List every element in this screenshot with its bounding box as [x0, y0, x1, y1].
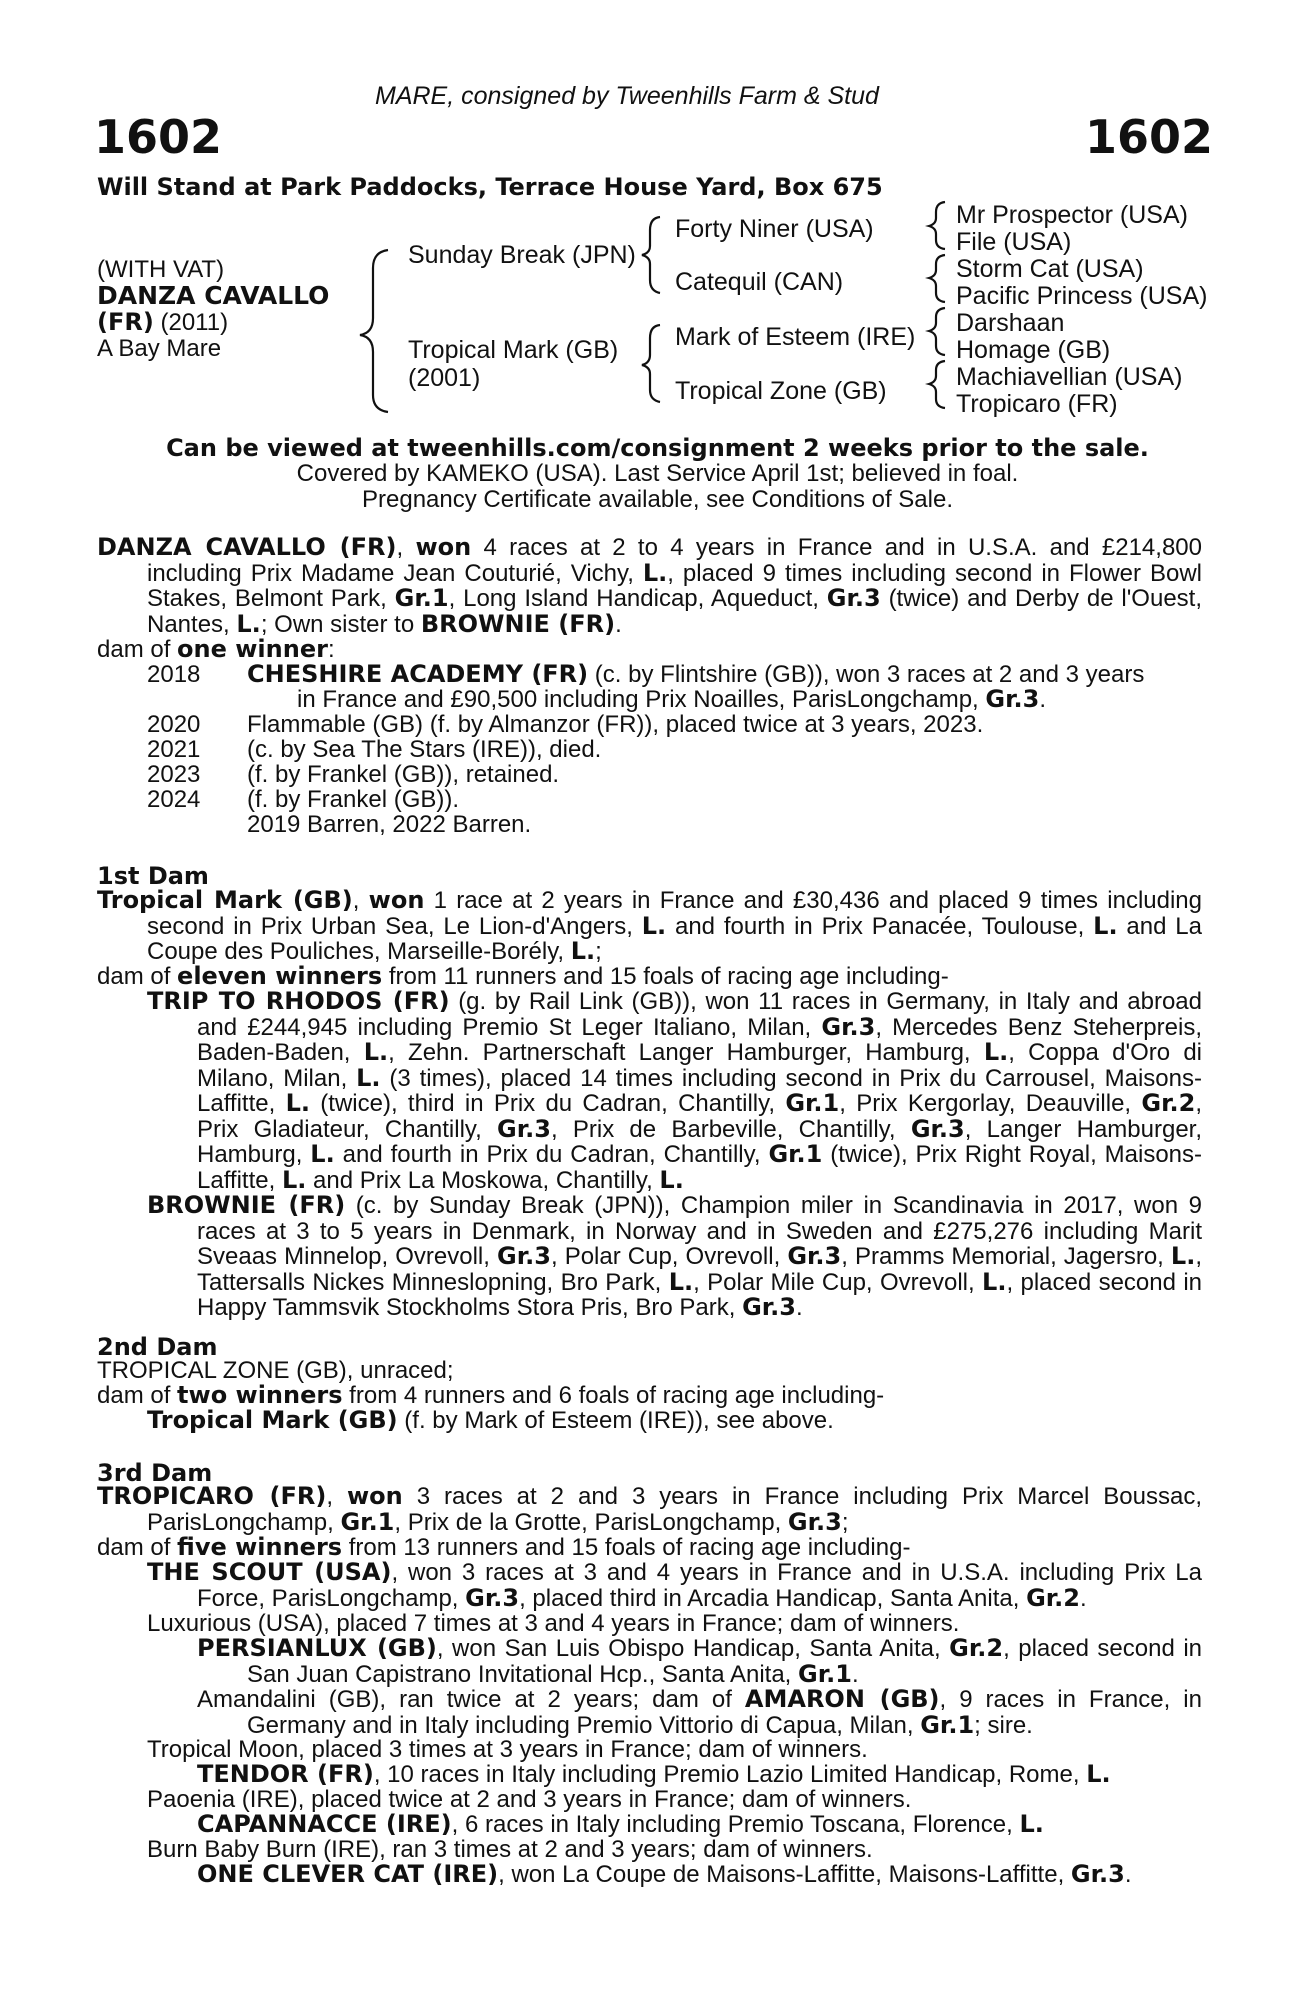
- won-label: won: [415, 533, 472, 561]
- progeny-text: , 6 races in Italy including Premio Toscana, Florence, L.: [451, 1810, 1044, 1838]
- produce-row: [147, 787, 459, 813]
- produce-year: 2021: [147, 736, 201, 763]
- dam-of-label: dam of: [97, 1534, 178, 1561]
- third-dam-heading: 3rd Dam: [97, 1459, 213, 1487]
- pedigree-dss: Darshaan: [956, 309, 1065, 337]
- grade-mark: L.: [983, 1038, 1009, 1066]
- one-clever-cat-record: [197, 1862, 1132, 1888]
- third-dam-dam-of: [97, 1535, 910, 1561]
- grade-mark: Gr.1: [920, 1710, 975, 1739]
- progeny-text: , won San Luis Obispo Handicap, Santa Anita, Gr.2, placed second in San Juan Capistrano Invitational Hcp., Santa Anita, Gr.1.: [247, 1634, 1202, 1688]
- grade-mark: Gr.3: [821, 1012, 876, 1041]
- record-text-1: 1 race at 2 years in France and £30,436 and placed 9 times including second in Prix Urban Sea, Le Lion-d'Angers,: [147, 887, 1203, 940]
- burn-baby-burn-record: Burn Baby Burn (IRE), ran 3 times at 2 and 3 years; dam of winners.: [147, 1836, 873, 1863]
- grade-mark: L.: [363, 1038, 389, 1066]
- second-dam-record: TROPICAL ZONE (GB), unraced;: [97, 1357, 454, 1384]
- progeny-text: , won 3 races at 3 and 4 years in France and in U.S.A. including Prix La Force, ParisLongchamp, Gr.3, placed third in Arcadia Handicap, Santa Anita, Gr.2.: [197, 1559, 1202, 1612]
- progeny-name: BROWNIE (FR): [147, 1191, 346, 1219]
- grade-mark: L.: [1019, 1810, 1044, 1838]
- grade-mark: L.: [982, 1267, 1007, 1296]
- grade-mark: Gr.1: [768, 1140, 823, 1168]
- dam-of-label: dam of: [97, 963, 178, 990]
- mare-racing-record: DANZA CAVALLO (FR), won 4 races at 2 to 4 years in France and in U.S.A. and £214,800 including Prix Madame Jean Couturié, Vichy, L., placed 9 times including second in Flower Bowl Stakes, Belmont Park, Gr.1, Long Island Handicap, Aqueduct, Gr.3 (twice) and Derby de l'Ouest, Nantes, L.; Own sister to BROWNIE (FR).: [97, 533, 1203, 638]
- grade-mark: L.: [310, 1140, 335, 1168]
- grade-mark: L.: [285, 1089, 310, 1117]
- won-label: won: [346, 1482, 403, 1510]
- tendor-record: [197, 1762, 1111, 1788]
- grade-mark: Gr.2: [1026, 1583, 1080, 1612]
- second-dam-progeny: [147, 1408, 834, 1434]
- record-text-6: .: [615, 610, 622, 638]
- dam-of-label: dam of: [97, 1382, 178, 1409]
- brownie-record: [147, 1193, 1202, 1321]
- grade-mark: L.: [668, 1267, 694, 1296]
- pedigree-sire-dam: Catequil (CAN): [675, 268, 844, 296]
- grade-mark: Gr.3: [787, 1242, 842, 1270]
- progeny-name: TRIP TO RHODOS (FR): [147, 987, 450, 1015]
- grade-mark: L.: [1170, 1242, 1196, 1270]
- lot-number-left: 1602: [94, 110, 223, 164]
- second-dam-heading: 2nd Dam: [97, 1333, 218, 1361]
- produce-year: 2018: [147, 661, 201, 688]
- winners-count: one winner: [177, 635, 328, 663]
- first-dam-dam-of: [97, 964, 949, 990]
- produce-text: (f. by Frankel (GB)), retained.: [247, 761, 560, 788]
- winners-count: five winners: [177, 1533, 343, 1561]
- record-text-3: and La Coupe des Pouliches, Marseille-Borély,: [147, 912, 1202, 965]
- progeny-text: (c. by Sunday Break (JPN)), Champion miler in Scandinavia in 2017, won 9 races at 3 to 5 years in Denmark, in Norway and in Sweden and £275,276 including Marit Sveaas Minnelop, Ovrevoll, Gr.3, Polar Cup, Ovrevoll, Gr.3, Pramms Memorial, Jagersro, L., Tattersalls Nickes Minneslopning, Bro Park, L., Polar Mile Cup, Ovrevoll, L., placed second in Happy Tammsvik Stockholms Stora Pris, Bro Park, Gr.3.: [197, 1192, 1203, 1321]
- progeny-text: Amandalini (GB), ran twice at 2 years; dam of: [197, 1686, 745, 1713]
- third-dam-record: TROPICARO (FR), won 3 races at 2 and 3 years in France including Prix Marcel Boussac, ParisLongchamp, Gr.1, Prix de la Grotte, ParisLongchamp, Gr.3;: [97, 1482, 1202, 1536]
- won-label: won: [368, 886, 425, 914]
- persianlux-record: [197, 1636, 1202, 1687]
- dam-of-label: dam of: [97, 636, 178, 663]
- grade-mark: Gr.3: [465, 1583, 520, 1612]
- pedigree-sdd: Pacific Princess (USA): [956, 282, 1208, 310]
- record-text-4: ;: [595, 938, 602, 965]
- grade-mark: Gr.3: [742, 1293, 796, 1321]
- pedigree-dam-year: (2001): [408, 364, 481, 392]
- grade-mark: Gr.3: [910, 1114, 965, 1143]
- record-text-4: (twice) and Derby de l'Ouest, Nantes,: [147, 585, 1203, 638]
- record-text-5: ; Own sister to: [260, 610, 421, 638]
- mare-name: DANZA CAVALLO (FR): [97, 533, 397, 561]
- record-text-1: 3 races at 2 and 3 years in France including Prix Marcel Boussac, ParisLongchamp,: [147, 1483, 1202, 1536]
- grade-mark: Gr.1: [798, 1659, 852, 1688]
- grade-mark: Gr.3: [497, 1114, 551, 1143]
- pregnancy-note: Pregnancy Certificate available, see Conditions of Sale.: [362, 486, 953, 513]
- grade-mark: Gr.3: [1070, 1860, 1125, 1888]
- record-text-2: , Prix de la Grotte, ParisLongchamp,: [394, 1508, 788, 1536]
- produce-row: [147, 662, 1144, 688]
- winners-count: two winners: [177, 1381, 343, 1409]
- pedigree-dam-sire: Mark of Esteem (IRE): [675, 323, 916, 351]
- pedigree-dam-dam: Tropical Zone (GB): [675, 377, 887, 405]
- colon: :: [327, 636, 335, 663]
- progeny-text: (g. by Rail Link (GB)), won 11 races in Germany, in Italy and abroad and £244,945 including Premio St Leger Italiano, Milan, Gr.3, Mercedes Benz Steherpreis, Baden-Baden, L., Zehn. Partnerschaft Langer Hamburger, Hamburg, L., Coppa d'Oro di Milano, Milan, L. (3 times), placed 14 times including second in Prix du Carrousel, Maisons-Laffitte, L. (twice), third in Prix du Cadran, Chantilly, Gr.1, Prix Kergorlay, Deauville, Gr.2, Prix Gladiateur, Chantilly, Gr.3, Prix de Barbeville, Chantilly, Gr.3, Langer Hamburger, Hamburg, L. and fourth in Prix du Cadran, Chantilly, Gr.1 (twice), Prix Right Royal, Maisons-Laffitte, L. and Prix La Moskowa, Chantilly, L.: [197, 988, 1203, 1194]
- progeny-text: , 10 races in Italy including Premio Lazio Limited Handicap, Rome, L.: [373, 1760, 1111, 1788]
- record-text-2: and fourth in Prix Panacée, Toulouse,: [666, 912, 1094, 940]
- mare-dam-of-line: [97, 637, 335, 663]
- horse-description: A Bay Mare: [97, 335, 222, 362]
- listed-mark: L.: [236, 609, 261, 638]
- horse-name: DANZA CAVALLO: [97, 281, 330, 310]
- produce-text: 2019 Barren, 2022 Barren.: [247, 811, 532, 838]
- pedigree-sire: Sunday Break (JPN): [408, 241, 636, 269]
- progeny-name: PERSIANLUX (GB): [197, 1634, 437, 1662]
- pedigree-ddd: Tropicaro (FR): [956, 390, 1118, 418]
- trip-to-rhodos-record: [147, 989, 1202, 1193]
- pedigree-dsd: Homage (GB): [956, 336, 1111, 364]
- pedigree-ssd: File (USA): [956, 228, 1072, 256]
- record-text-1: 4 races at 2 to 4 years in France and in U.S.A. and £214,800 including Prix Madame Jean Couturié, Vichy,: [147, 534, 1202, 587]
- sibling-name: BROWNIE (FR): [420, 609, 616, 638]
- grade-mark: Gr.2: [1141, 1089, 1196, 1117]
- first-dam-heading: 1st Dam: [97, 862, 209, 890]
- grade-mark: L.: [356, 1063, 381, 1092]
- dam-of-text: from 4 runners and 6 foals of racing age including-: [342, 1382, 885, 1409]
- progeny-text: , 9 races in France, in Germany and in Italy including Premio Vittorio di Capua, Milan, Gr.1; sire.: [247, 1686, 1202, 1739]
- capannacce-record: [197, 1812, 1044, 1838]
- record-text-3: ;: [841, 1508, 849, 1536]
- grade-mark: L.: [659, 1165, 684, 1194]
- stabling-line: Will Stand at Park Paddocks, Terrace House Yard, Box 675: [97, 173, 883, 201]
- produce-year: 2023: [147, 761, 201, 788]
- produce-text: in France and £90,500 including Prix Noailles, ParisLongchamp,: [297, 686, 986, 713]
- covered-note: Covered by KAMEKO (USA). Last Service April 1st; believed in foal.: [296, 460, 1019, 487]
- produce-name: CHESHIRE ACADEMY (FR): [247, 660, 589, 688]
- second-dam-dam-of: [97, 1383, 884, 1409]
- pedigree-dam: Tropical Mark (GB): [408, 336, 619, 364]
- produce-row: [147, 762, 559, 788]
- grade-mark: Gr.1: [785, 1089, 840, 1117]
- tropical-moon-record: Tropical Moon, placed 3 times at 3 years in France; dam of winners.: [147, 1736, 868, 1763]
- produce-row: [147, 712, 983, 738]
- grade-mark: L.: [1086, 1760, 1111, 1788]
- produce-year: 2020: [147, 711, 201, 738]
- amandalini-record: [197, 1687, 1202, 1738]
- progeny-name: CAPANNACCE (IRE): [197, 1810, 452, 1838]
- progeny-text: (f. by Mark of Esteem (IRE)), see above.: [397, 1407, 834, 1434]
- produce-row: [147, 812, 531, 838]
- produce-text: (f. by Frankel (GB)).: [247, 786, 460, 813]
- progeny-name: AMARON (GB): [744, 1685, 940, 1713]
- grade-mark: Gr.2: [949, 1634, 1004, 1662]
- produce-row-continuation: [297, 687, 1046, 713]
- listed-mark: L.: [570, 937, 596, 965]
- progeny-text: , won La Coupe de Maisons-Laffitte, Maisons-Laffitte, Gr.3.: [498, 1860, 1132, 1888]
- listed-mark: L.: [1093, 911, 1118, 940]
- produce-text: (c. by Sea The Stars (IRE)), died.: [247, 736, 602, 763]
- grade-mark: Gr.3: [985, 685, 1040, 713]
- grade-mark: Gr.3: [787, 1507, 842, 1536]
- first-dam-name: Tropical Mark (GB): [97, 886, 353, 914]
- dam-of-text: from 11 runners and 15 foals of racing age including-: [382, 963, 949, 990]
- viewing-note: Can be viewed at tweenhills.com/consignment 2 weeks prior to the sale.: [166, 434, 1149, 462]
- produce-text: .: [1039, 686, 1047, 713]
- produce-year: 2024: [147, 786, 201, 813]
- horse-year: (2011): [153, 309, 229, 336]
- grade-mark: Gr.3: [826, 584, 881, 612]
- the-scout-record: [147, 1560, 1202, 1611]
- grade-mark: Gr.3: [497, 1242, 551, 1270]
- produce-row: [147, 737, 601, 763]
- pedigree-sss: Mr Prospector (USA): [956, 201, 1188, 229]
- horse-country: (FR): [97, 308, 154, 336]
- grade-mark: Gr.1: [394, 584, 449, 612]
- vat-note: (WITH VAT): [97, 256, 225, 283]
- paoenia-record: Paoenia (IRE), placed twice at 2 and 3 years in France; dam of winners.: [147, 1786, 912, 1813]
- progeny-name: Tropical Mark (GB): [147, 1406, 398, 1434]
- record-text-2: , placed 9 times including second in Flower Bowl Stakes, Belmont Park,: [147, 559, 1202, 612]
- grade-mark: Gr.1: [340, 1507, 395, 1536]
- produce-text: Flammable (GB) (f. by Almanzor (FR)), placed twice at 3 years, 2023.: [247, 711, 984, 738]
- listed-mark: L.: [642, 558, 668, 587]
- produce-text: (c. by Flintshire (GB)), won 3 races at 2 and 3 years: [588, 661, 1145, 688]
- listed-mark: L.: [641, 911, 667, 940]
- pedigree-sds: Storm Cat (USA): [956, 255, 1144, 283]
- progeny-name: THE SCOUT (USA): [147, 1558, 392, 1586]
- third-dam-name: TROPICARO (FR): [97, 1482, 327, 1510]
- record-text-3: , Long Island Handicap, Aqueduct,: [448, 585, 827, 612]
- luxurious-record: Luxurious (USA), placed 7 times at 3 and 4 years in France; dam of winners.: [147, 1610, 960, 1637]
- progeny-name: TENDOR (FR): [197, 1760, 374, 1788]
- dam-of-text: from 13 runners and 15 foals of racing age including-: [342, 1534, 911, 1561]
- pedigree-dds: Machiavellian (USA): [956, 363, 1183, 391]
- lot-number-right: 1602: [1085, 110, 1214, 164]
- progeny-name: ONE CLEVER CAT (IRE): [197, 1860, 499, 1888]
- first-dam-record: Tropical Mark (GB), won 1 race at 2 years in France and £30,436 and placed 9 times including second in Prix Urban Sea, Le Lion-d'Angers, L. and fourth in Prix Panacée, Toulouse, L. and La Coupe des Pouliches, Marseille-Borély, L.;: [97, 886, 1203, 965]
- grade-mark: L.: [281, 1165, 307, 1194]
- consignor-line: MARE, consigned by Tweenhills Farm & Stud: [375, 82, 879, 110]
- pedigree-sire-sire: Forty Niner (USA): [675, 215, 874, 243]
- winners-count: eleven winners: [177, 962, 383, 990]
